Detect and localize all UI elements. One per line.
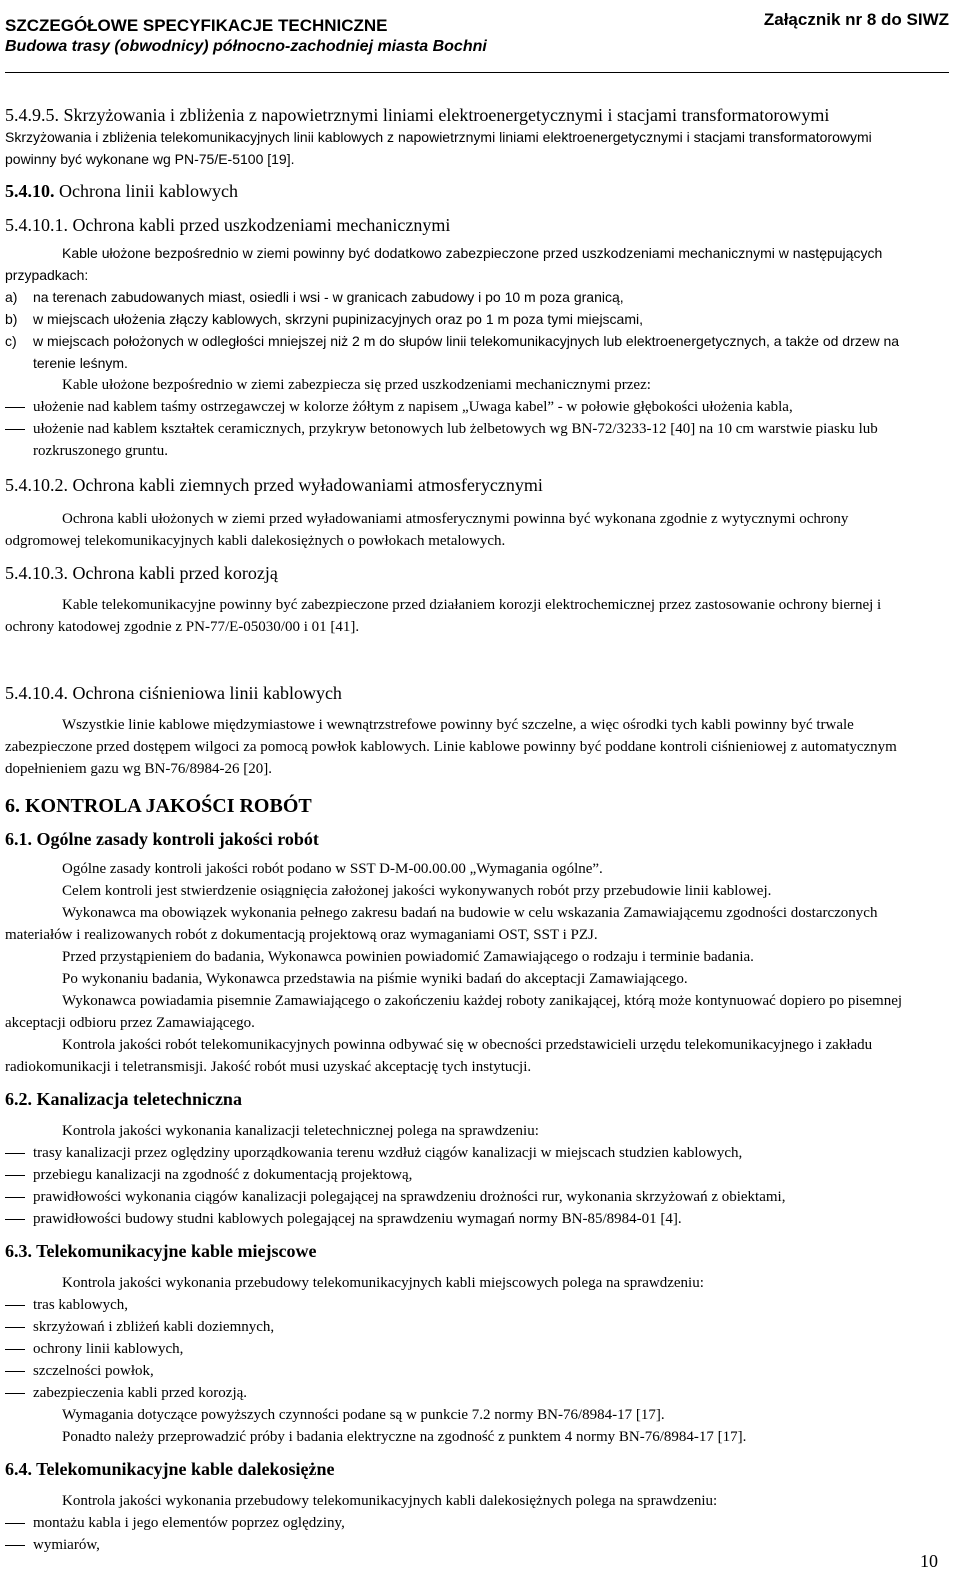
section-heading-5-4-10-1: 5.4.10.1. Ochrona kabli przed uszkodzeniami mechanicznymi <box>5 215 451 235</box>
paragraph: Ogólne zasady kontroli jakości robót podano w SST D-M-00.00.00 „Wymagania ogólne”. <box>62 861 603 877</box>
dash-item <box>5 1360 915 1382</box>
dash-marker <box>5 1208 33 1230</box>
dash-item <box>5 1186 915 1208</box>
dash-item <box>5 1164 915 1186</box>
dash-marker <box>5 1142 33 1164</box>
list-text: zabezpieczenia kabli przed korozją. <box>33 1385 248 1401</box>
dash-item <box>5 1338 915 1360</box>
dash-marker <box>5 1382 33 1404</box>
dash-item <box>5 1512 915 1534</box>
paragraph: Ochrona kabli ułożonych w ziemi przed wyładowaniami atmosferycznymi powinna być wykonana zgodnie z wytycznymi ochrony odgromowej telekomunikacyjnych kabli dalekosiężnych o powłokach metalowych. <box>5 511 849 549</box>
paragraph: Kable ułożone bezpośrednio w ziemi powinny być dodatkowo zabezpieczone przed uszkodzeniami mechanicznymi w następujących przypadkach: <box>5 245 883 283</box>
dash-item <box>5 1142 915 1164</box>
dash-marker <box>5 1512 33 1534</box>
dash-item <box>5 1382 915 1404</box>
list-text: wymiarów, <box>33 1537 100 1553</box>
paragraph: Kontrola jakości wykonania przebudowy telekomunikacyjnych kabli miejscowych polega na sprawdzeniu: <box>62 1275 704 1291</box>
list-text: prawidłowości budowy studni kablowych polegającej na sprawdzeniu wymagań normy BN-85/8984-01 [4]. <box>33 1211 682 1227</box>
section-heading-5-4-9-5: 5.4.9.5. Skrzyżowania i zbliżenia z napowietrznymi liniami elektroenergetycznymi i stacjami transformatorowymi <box>5 105 830 125</box>
list-text: ułożenie nad kablem kształtek ceramicznych, przykryw betonowych lub żelbetowych wg BN-72/3233-12 [40] na 10 cm warstwie piasku lub rozkruszonego gruntu. <box>33 421 878 459</box>
paragraph: Kontrola jakości robót telekomunikacyjnych powinna odbywać się w obecności przedstawicieli urzędu telekomunikacyjnego i zakładu radiokomunikacji i teletransmisji. Jakość robót musi uzyskać akceptację tych instytucji. <box>5 1037 873 1075</box>
dash-item <box>5 1316 915 1338</box>
dash-marker <box>5 396 33 418</box>
paragraph: Kable telekomunikacyjne powinny być zabezpieczone przed działaniem korozji elektrochemicznej przez zastosowanie ochrony biernej i ochrony katodowej zgodnie z PN-77/E-05030/00 i 01 [41]. <box>5 597 882 635</box>
list-text: montażu kabla i jego elementów poprzez oględziny, <box>33 1515 345 1531</box>
paragraph: Celem kontroli jest stwierdzenie osiągnięcia założonej jakości wykonywanych robót przy przebudowie linii kablowej. <box>62 883 772 899</box>
dash-marker <box>5 1534 33 1556</box>
section-heading-6-2: 6.2. Kanalizacja teletechniczna <box>5 1089 242 1109</box>
paragraph: Kable ułożone bezpośrednio w ziemi zabezpiecza się przed uszkodzeniami mechanicznymi przez: <box>62 377 651 393</box>
paragraph-group <box>5 858 915 1078</box>
attachment-label: Załącznik nr 8 do SIWZ <box>763 10 949 29</box>
list-marker: c) <box>5 333 17 349</box>
list-text: szczelności powłok, <box>33 1363 154 1379</box>
list-text: na terenach zabudowanych miast, osiedli i wsi - w granicach zabudowy i po 10 m poza granicą, <box>33 289 624 305</box>
section-text-5-4-9-5: Skrzyżowania i zbliżenia telekomunikacyjnych linii kablowych z napowietrznymi liniami elektroenergetycznymi i stacjami transformatorowymi powinny być wykonane wg PN-75/E-5100 [19]. <box>5 129 872 167</box>
paragraph: Kontrola jakości wykonania kanalizacji teletechnicznej polega na sprawdzeniu: <box>62 1123 539 1139</box>
dash-marker <box>5 1164 33 1186</box>
paragraph: Po wykonaniu badania, Wykonawca przedstawia na piśmie wyniki badań do akceptacji Zamawiającego. <box>62 971 688 987</box>
dash-marker <box>5 1360 33 1382</box>
list-text: w miejscach ułożenia złączy kablowych, skrzyni pupinizacyjnych oraz po 1 m poza tymi miejscami, <box>33 311 644 327</box>
list-text: prawidłowości wykonania ciągów kanalizacji polegającej na sprawdzeniu drożności rur, wykonania skrzyżowań z obiektami, <box>33 1189 786 1205</box>
list-marker: a) <box>5 289 18 305</box>
paragraph: Wymagania dotyczące powyższych czynności podane są w punkcie 7.2 normy BN-76/8984-17 [17]. <box>62 1407 665 1423</box>
dash-item <box>5 1294 915 1316</box>
dash-item <box>5 418 915 462</box>
paragraph: Wykonawca ma obowiązek wykonania pełnego zakresu badań na budowie w celu wskazania Zamawiającemu zgodności dostarczonych materiałów i realizowanych robót z dokumentacją projektową oraz wymaganiami OST, SST i PZJ. <box>5 905 878 943</box>
dash-marker <box>5 1316 33 1338</box>
list-text: w miejscach położonych w odległości mniejszej niż 2 m do słupów linii telekomunikacyjnych lub elektroenergetycznych, a także od drzew na terenie leśnym. <box>33 333 900 371</box>
list-text: przebiegu kanalizacji na zgodność z dokumentacją projektową, <box>33 1167 413 1183</box>
list-marker: b) <box>5 311 18 327</box>
dash-item <box>5 396 915 418</box>
paragraph: Wszystkie linie kablowe międzymiastowe i wewnątrzstrefowe powinny być szczelne, a więc ośrodki tych kabli powinny być trwale zabezpieczone przed dostępem wilgoci za pomocą powłok kablowych. Linie kablowe powinny być poddane kontroli ciśnieniowej z automatycznym dopełnieniem gazu wg BN-76/8984-26 [20]. <box>5 717 897 777</box>
document-body <box>5 104 915 1556</box>
list-text: skrzyżowań i zbliżeń kabli doziemnych, <box>33 1319 275 1335</box>
section-number: 5.4.10. <box>5 181 55 201</box>
section-heading-5-4-10-2: 5.4.10.2. Ochrona kabli ziemnych przed wyładowaniami atmosferycznymi <box>5 475 543 495</box>
paragraph: Przed przystąpieniem do badania, Wykonawca powinien powiadomić Zamawiającego o rodzaju i terminie badania. <box>62 949 754 965</box>
dash-marker <box>5 1186 33 1208</box>
dash-marker <box>5 418 33 462</box>
list-text: ochrony linii kablowych, <box>33 1341 184 1357</box>
document-title: SZCZEGÓŁOWE SPECYFIKACJE TECHNICZNE <box>5 16 388 35</box>
section-title: Ochrona linii kablowych <box>54 181 238 201</box>
list-item <box>5 330 915 374</box>
section-heading-5-4-10-3: 5.4.10.3. Ochrona kabli przed korozją <box>5 563 278 583</box>
dash-marker <box>5 1338 33 1360</box>
section-heading-6: 6. KONTROLA JAKOŚCI ROBÓT <box>5 795 312 817</box>
list-item <box>5 308 915 330</box>
list-text: tras kablowych, <box>33 1297 128 1313</box>
section-heading-6-3: 6.3. Telekomunikacyjne kable miejscowe <box>5 1241 317 1261</box>
list-item <box>5 286 915 308</box>
list-text: trasy kanalizacji przez oględziny uporządkowania terenu wzdłuż ciągów kanalizacji w miejscach studzien kablowych, <box>33 1145 743 1161</box>
dash-item <box>5 1208 915 1230</box>
dash-item <box>5 1534 915 1556</box>
section-heading-5-4-10 <box>5 180 915 202</box>
paragraph: Wykonawca powiadamia pisemnie Zamawiającego o zakończeniu każdej roboty zanikającej, którą może kontynuować dopiero po pisemnej akceptacji odbioru przez Zamawiającego. <box>5 993 903 1031</box>
section-heading-6-4: 6.4. Telekomunikacyjne kable dalekosiężne <box>5 1459 335 1479</box>
paragraph: Kontrola jakości wykonania przebudowy telekomunikacyjnych kabli dalekosiężnych polega na sprawdzeniu: <box>62 1493 718 1509</box>
section-heading-5-4-10-4: 5.4.10.4. Ochrona ciśnieniowa linii kablowych <box>5 683 342 703</box>
dash-marker <box>5 1294 33 1316</box>
page-header <box>5 10 949 73</box>
section-heading-6-1: 6.1. Ogólne zasady kontroli jakości robót <box>5 829 319 849</box>
document-subtitle: Budowa trasy (obwodnicy) północno-zachodniej miasta Bochni <box>5 38 487 55</box>
list-text: ułożenie nad kablem taśmy ostrzegawczej w kolorze żółtym z napisem „Uwaga kabel” - w połowie głębokości ułożenia kabla, <box>33 399 793 415</box>
page-number: 10 <box>920 1551 938 1571</box>
paragraph: Ponadto należy przeprowadzić próby i badania elektryczne na zgodność z punktem 4 normy BN-76/8984-17 [17]. <box>62 1429 747 1445</box>
